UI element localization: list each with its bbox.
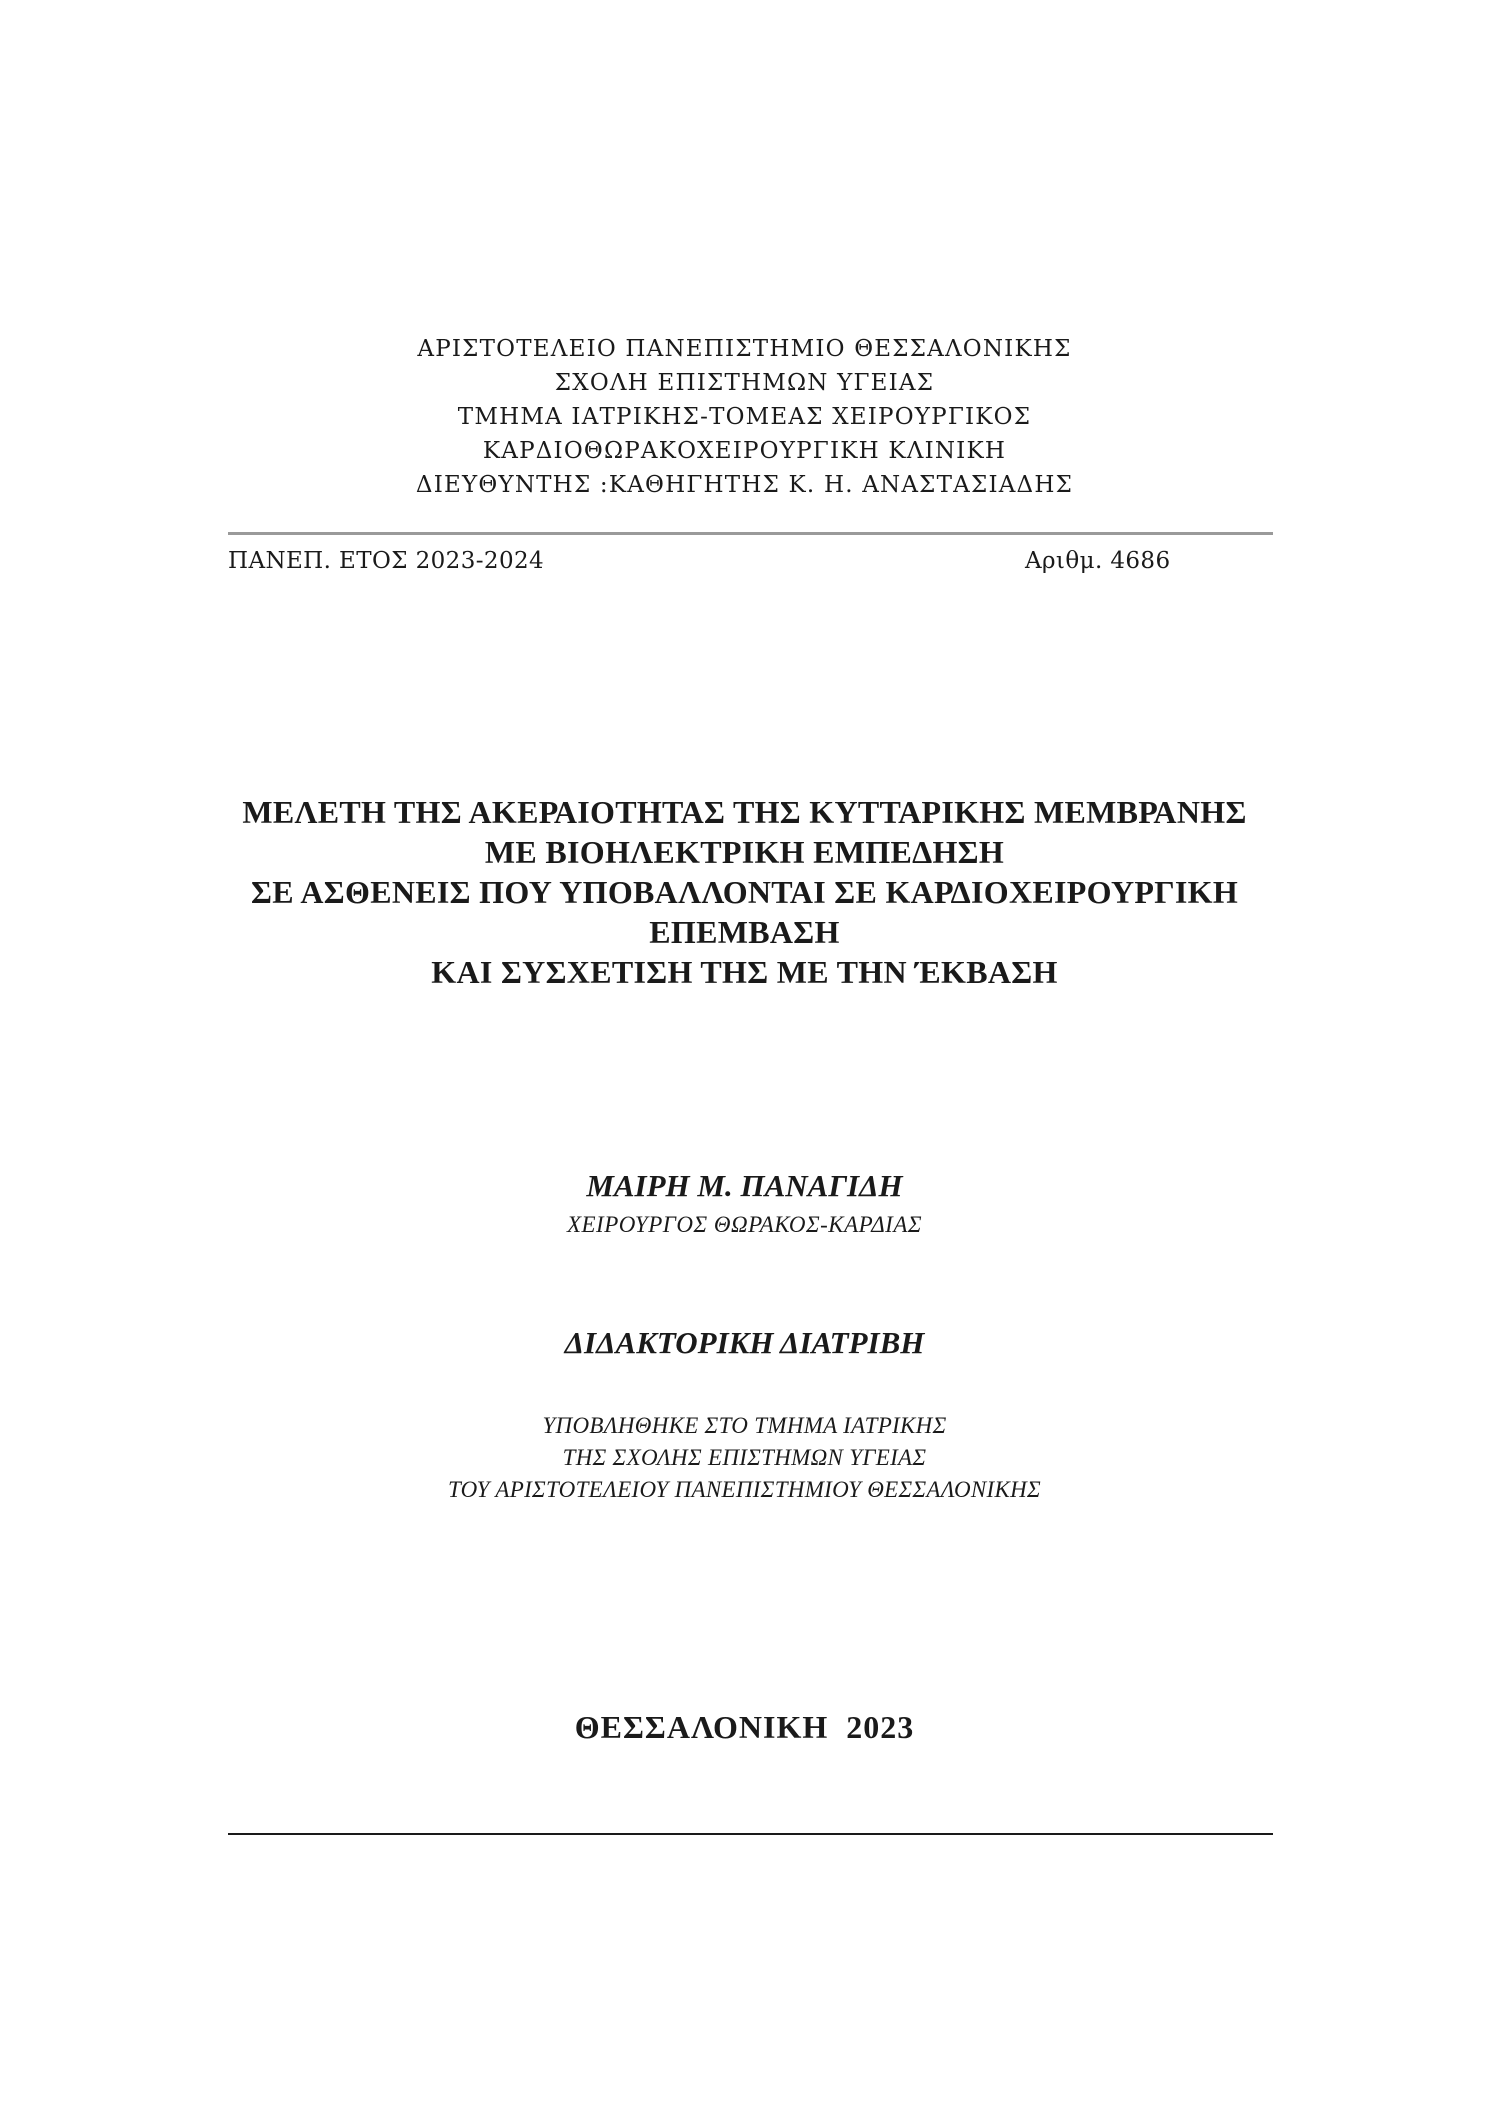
footer-divider	[228, 1833, 1273, 1835]
header-director: ΔΙΕΥΘΥΝΤΗΣ :ΚΑΘΗΓΗΤΗΣ Κ. Η. ΑΝΑΣΤΑΣΙΑΔΗΣ	[415, 472, 1074, 498]
institution-header	[0, 332, 1489, 502]
thesis-title	[0, 792, 1489, 992]
header-divider	[228, 532, 1273, 535]
submission-line: ΤΗΣ ΣΧΟΛΗΣ ΕΠΙΣΤΗΜΩΝ ΥΓΕΙΑΣ	[562, 1445, 927, 1470]
header-department: ΤΜΗΜΑ ΙΑΤΡΙΚΗΣ-ΤΟΜΕΑΣ ΧΕΙΡΟΥΡΓΙΚΟΣ	[457, 404, 1032, 430]
document-number: Αριθμ. 4686	[1025, 548, 1171, 574]
title-line: ΜΕ ΒΙΟΗΛΕΚΤΡΙΚΗ ΕΜΠΕΔΗΣΗ	[484, 834, 1005, 870]
header-school: ΣΧΟΛΗ ΕΠΙΣΤΗΜΩΝ ΥΓΕΙΑΣ	[554, 370, 935, 396]
title-line: ΕΠΕΜΒΑΣΗ	[649, 914, 840, 950]
author-name: ΜΑΙΡΗ Μ. ΠΑΝΑΓΙΔΗ	[586, 1168, 903, 1203]
submission-line: ΥΠΟΒΛΗΘΗΚΕ ΣΤΟ ΤΜΗΜΑ ΙΑΤΡΙΚΗΣ	[542, 1413, 947, 1438]
thesis-type: ΔΙΔΑΚΤΟΡΙΚΗ ΔΙΑΤΡΙΒΗ	[564, 1325, 925, 1360]
title-line: ΚΑΙ ΣΥΣΧΕΤΙΣΗ ΤΗΣ ΜΕ ΤΗΝ ΈΚΒΑΣΗ	[431, 954, 1058, 990]
header-clinic: ΚΑΡΔΙΟΘΩΡΑΚΟΧΕΙΡΟΥΡΓΙΚΗ ΚΛΙΝΙΚΗ	[482, 438, 1007, 464]
title-line: ΜΕΛΕΤΗ ΤΗΣ ΑΚΕΡΑΙΟΤΗΤΑΣ ΤΗΣ ΚΥΤΤΑΡΙΚΗΣ ΜΕΜΒΡΑΝΗΣ	[242, 794, 1247, 830]
submission-statement	[0, 1410, 1489, 1506]
author-role: ΧΕΙΡΟΥΡΓΟΣ ΘΩΡΑΚΟΣ-ΚΑΡΔΙΑΣ	[566, 1212, 923, 1237]
header-university: ΑΡΙΣΤΟΤΕΛΕΙΟ ΠΑΝΕΠΙΣΤΗΜΙΟ ΘΕΣΣΑΛΟΝΙΚΗΣ	[417, 336, 1072, 362]
submission-line: ΤΟΥ ΑΡΙΣΤΟΤΕΛΕΙΟΥ ΠΑΝΕΠΙΣΤΗΜΙΟΥ ΘΕΣΣΑΛΟΝΙΚΗΣ	[448, 1477, 1041, 1502]
academic-year: ΠΑΝΕΠ. ΕΤΟΣ 2023-2024	[228, 548, 545, 574]
place-and-year: ΘΕΣΣΑΛΟΝΙΚΗ 2023	[574, 1709, 915, 1745]
title-line: ΣΕ ΑΣΘΕΝΕΙΣ ΠΟΥ ΥΠΟΒΑΛΛΟΝΤΑΙ ΣΕ ΚΑΡΔΙΟΧΕΙΡΟΥΡΓΙΚΗ	[250, 874, 1239, 910]
